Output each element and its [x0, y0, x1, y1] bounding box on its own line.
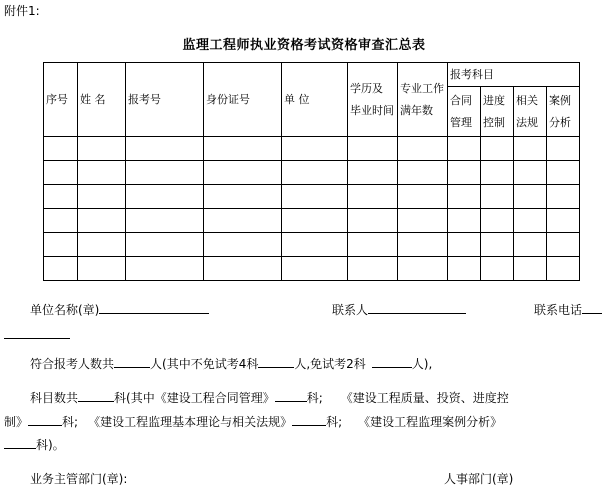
table-cell[interactable] [398, 257, 448, 281]
table-cell[interactable] [481, 233, 514, 257]
business-dept-label: 业务主管部门(章): [30, 472, 128, 486]
unit-name-line [30, 301, 209, 318]
qualification-table [43, 62, 580, 281]
theory-law-blank[interactable] [292, 413, 326, 426]
table-cell[interactable] [398, 161, 448, 185]
table-cell[interactable] [44, 257, 78, 281]
header-law [514, 87, 547, 137]
table-cell[interactable] [547, 209, 580, 233]
table-cell[interactable] [78, 137, 126, 161]
table-cell[interactable] [44, 209, 78, 233]
table-cell[interactable] [481, 209, 514, 233]
header-id-no: 身份证号 [204, 63, 282, 137]
table-cell[interactable] [348, 185, 398, 209]
table-cell[interactable] [348, 257, 398, 281]
header-subjects: 报考科目 [448, 63, 580, 87]
table-cell[interactable] [126, 209, 204, 233]
subjects-text-a: 科目数共 [30, 391, 79, 405]
table-cell[interactable] [481, 257, 514, 281]
table-row [44, 137, 580, 161]
header-unit: 单 位 [282, 63, 348, 137]
subjects-line-1 [30, 389, 509, 406]
table-cell[interactable] [78, 209, 126, 233]
header-years [398, 63, 448, 137]
table-cell[interactable] [448, 185, 481, 209]
contact-phone-label: 联系电话 [534, 303, 583, 317]
table-cell[interactable] [78, 161, 126, 185]
applicants-text-a: 符合报考人数共 [30, 357, 115, 371]
contact-phone-line [534, 301, 602, 318]
header-contract-line1: 合同 [450, 93, 472, 107]
applicants-4-subject-blank[interactable] [258, 355, 294, 368]
applicants-text-b: 人(其中不免试考4科 [150, 357, 259, 371]
table-cell[interactable] [44, 233, 78, 257]
header-law-line2: 法规 [516, 115, 538, 129]
contact-person-label: 联系人 [332, 303, 369, 317]
applicants-2-subject-blank[interactable] [372, 355, 412, 368]
table-body [44, 137, 580, 281]
header-education-line1: 学历及 [350, 81, 383, 95]
table-row [44, 185, 580, 209]
table-cell[interactable] [204, 233, 282, 257]
table-cell[interactable] [547, 233, 580, 257]
table-cell[interactable] [126, 257, 204, 281]
subjects-text-j: 科)。 [36, 438, 65, 452]
table-cell[interactable] [547, 185, 580, 209]
table-cell[interactable] [282, 137, 348, 161]
table-cell[interactable] [126, 185, 204, 209]
table-cell[interactable] [348, 161, 398, 185]
table-cell[interactable] [282, 257, 348, 281]
table-cell[interactable] [514, 257, 547, 281]
header-years-line2: 满年数 [400, 103, 433, 117]
header-case [547, 87, 580, 137]
table-cell[interactable] [44, 137, 78, 161]
table-cell[interactable] [282, 185, 348, 209]
table-cell[interactable] [481, 161, 514, 185]
table-cell[interactable] [126, 137, 204, 161]
quality-invest-progress-blank[interactable] [28, 413, 62, 426]
table-cell[interactable] [514, 233, 547, 257]
table-cell[interactable] [78, 185, 126, 209]
table-cell[interactable] [448, 161, 481, 185]
subjects-text-i: 《建设工程监理案例分析》 [358, 415, 503, 429]
table-cell[interactable] [398, 233, 448, 257]
table-cell[interactable] [547, 257, 580, 281]
table-cell[interactable] [514, 209, 547, 233]
unit-name-blank[interactable] [99, 301, 209, 314]
table-cell[interactable] [282, 161, 348, 185]
header-law-line1: 相关 [516, 93, 538, 107]
subjects-text-e: 制》 [4, 415, 29, 429]
header-progress-line2: 控制 [483, 115, 505, 129]
contact-phone-blank[interactable] [582, 301, 602, 314]
table-cell[interactable] [514, 137, 547, 161]
table-cell[interactable] [398, 209, 448, 233]
header-years-line1: 专业工作 [400, 81, 444, 95]
hr-dept-label: 人事部门(章) [444, 472, 514, 486]
applicants-total-blank[interactable] [114, 355, 150, 368]
table-cell[interactable] [78, 233, 126, 257]
table-cell[interactable] [547, 161, 580, 185]
subjects-text-c: 科; [306, 391, 323, 405]
unit-name-label: 单位名称(章) [30, 303, 100, 317]
header-case-line2: 分析 [549, 115, 571, 129]
table-cell[interactable] [481, 137, 514, 161]
table-cell[interactable] [514, 185, 547, 209]
subjects-total-blank[interactable] [78, 389, 114, 402]
table-cell[interactable] [398, 137, 448, 161]
applicants-line [30, 355, 432, 372]
attachment-label: 附件1: [4, 4, 40, 18]
table-row [44, 233, 580, 257]
header-case-line1: 案例 [549, 93, 571, 107]
table-cell[interactable] [126, 161, 204, 185]
table-cell[interactable] [348, 209, 398, 233]
header-education-line2: 毕业时间 [350, 103, 394, 117]
table-cell[interactable] [514, 161, 547, 185]
header-progress-line1: 进度 [483, 93, 505, 107]
subjects-text-h: 科; [326, 415, 343, 429]
table-cell[interactable] [398, 185, 448, 209]
table-cell[interactable] [204, 161, 282, 185]
header-contract-line2: 管理 [450, 115, 472, 129]
header-education [348, 63, 398, 137]
header-exam-no: 报考号 [126, 63, 204, 137]
table-cell[interactable] [282, 233, 348, 257]
header-seq: 序号 [44, 63, 78, 137]
table-cell[interactable] [547, 137, 580, 161]
table-cell[interactable] [282, 209, 348, 233]
table-cell[interactable] [78, 257, 126, 281]
table-cell[interactable] [126, 233, 204, 257]
subjects-text-d: 《建设工程质量、投资、进度控 [340, 391, 509, 405]
subjects-text-g: 《建设工程监理基本理论与相关法规》 [88, 415, 293, 429]
case-analysis-blank[interactable] [4, 436, 36, 449]
table-cell[interactable] [44, 185, 78, 209]
table-row [44, 209, 580, 233]
contact-person-blank[interactable] [368, 301, 466, 314]
subjects-text-f: 科; [62, 415, 79, 429]
table-cell[interactable] [481, 185, 514, 209]
contract-mgmt-blank[interactable] [275, 389, 307, 402]
table-cell[interactable] [348, 137, 398, 161]
header-contract [448, 87, 481, 137]
header-name: 姓 名 [78, 63, 126, 137]
table-cell[interactable] [204, 185, 282, 209]
table-cell[interactable] [448, 233, 481, 257]
subjects-line-2 [4, 413, 502, 430]
table-cell[interactable] [448, 257, 481, 281]
header-progress [481, 87, 514, 137]
table-cell[interactable] [204, 209, 282, 233]
subjects-line-3 [4, 436, 65, 453]
contact-phone-blank-cont[interactable] [4, 338, 70, 339]
contact-person-line [332, 301, 466, 318]
table-cell[interactable] [448, 209, 481, 233]
table-cell[interactable] [44, 161, 78, 185]
table-cell[interactable] [204, 137, 282, 161]
applicants-text-d: 人), [411, 357, 433, 371]
table-cell[interactable] [204, 257, 282, 281]
applicants-text-c: 人,免试考2科 [294, 357, 366, 371]
subjects-text-b: 科(其中《建设工程合同管理》 [114, 391, 275, 405]
table-cell[interactable] [448, 137, 481, 161]
page-title: 监理工程师执业资格考试资格审查汇总表 [182, 38, 426, 53]
table-row [44, 257, 580, 281]
table-cell[interactable] [348, 233, 398, 257]
table-row [44, 161, 580, 185]
